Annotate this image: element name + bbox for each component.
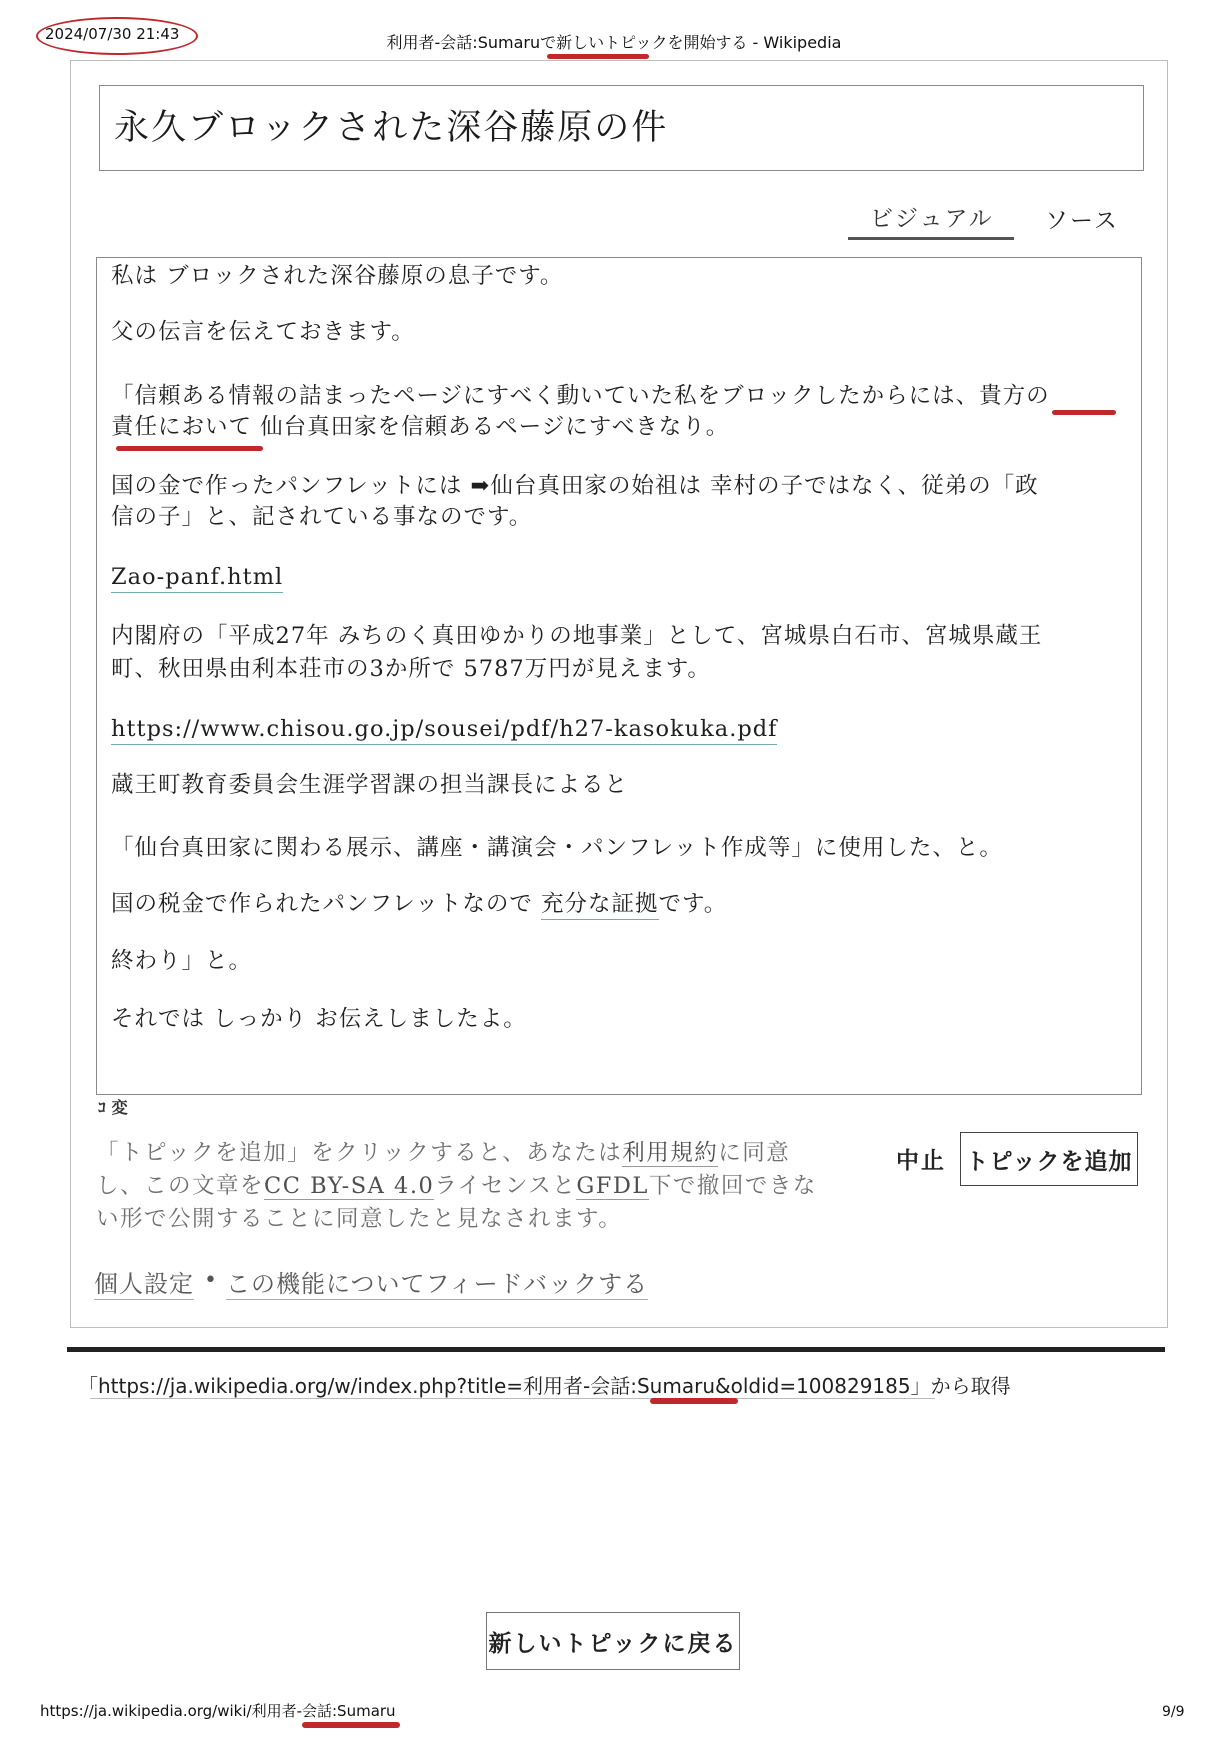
feedback-link[interactable]: この機能についてフィードバックする: [226, 1264, 648, 1300]
terms-text: し、この文章を: [96, 1173, 265, 1199]
pamphlet-link[interactable]: [111, 561, 283, 594]
print-page-count: 9/9: [1162, 1704, 1185, 1720]
print-footer-url: https://ja.wikipedia.org/wiki/利用者-会話:Sumaru: [40, 1702, 396, 1720]
cancel-button[interactable]: 中止: [896, 1147, 946, 1174]
tab-visual[interactable]: ビジュアル: [870, 206, 994, 232]
print-datetime: 2024/07/30 21:43: [45, 25, 180, 43]
content-separator: [67, 1347, 1165, 1352]
body-paragraph: 責任において 仙台真田家を信頼あるページにすべきなり。: [111, 414, 730, 440]
annotation-underline: [302, 1722, 400, 1728]
active-tab-indicator: [848, 237, 1014, 240]
body-paragraph: [111, 888, 727, 921]
print-page-title: 利用者-会話:Sumaruで新しいトピックを開始する - Wikipedia: [386, 33, 842, 52]
footer-separator: •: [204, 1268, 217, 1293]
tab-source[interactable]: ソース: [1045, 208, 1119, 234]
terms-line: [96, 1170, 817, 1203]
body-text: です。: [658, 891, 728, 917]
gfdl-link[interactable]: GFDL: [576, 1173, 649, 1199]
body-paragraph: 私は ブロックされた深谷藤原の息子です。: [111, 263, 564, 289]
title-annotation-underline: [547, 54, 649, 59]
body-paragraph: 内閣府の「平成27年 みちのく真田ゆかりの地事業」として、宮城県白石市、宮城県蔵王: [111, 623, 1043, 649]
terms-text: 「トピックを追加」をクリックすると、あなたは: [96, 1140, 623, 1166]
terms-line: [96, 1137, 790, 1170]
pdf-link[interactable]: [111, 713, 777, 746]
terms-text: ライセンスと: [434, 1173, 577, 1199]
body-paragraph: 町、秋田県由利本荘市の3か所で 5787万円が見えます。: [111, 656, 711, 682]
annotation-underline: [116, 446, 263, 451]
body-text: 国の税金で作られたパンフレットなので: [111, 891, 542, 917]
evidence-link[interactable]: 充分な証拠: [541, 891, 659, 920]
preferences-link[interactable]: 個人設定: [94, 1264, 194, 1300]
body-paragraph: 父の伝言を伝えておきます。: [111, 319, 415, 345]
body-paragraph: 終わり」と。: [111, 948, 253, 974]
back-to-new-topic-button[interactable]: 新しいトピックに戻る: [486, 1612, 740, 1670]
body-paragraph: 蔵王町教育委員会生涯学習課の担当課長によると: [111, 772, 629, 798]
retrieved-from-notice[interactable]: 「https://ja.wikipedia.org/w/index.php?title=利用者-会話:Sumaru&oldid=100829185」から取得: [78, 1374, 1011, 1398]
annotation-underline: [650, 1398, 738, 1404]
terms-text: に同意: [718, 1140, 791, 1166]
topic-title-text: 永久ブロックされた深谷藤原の件: [114, 108, 669, 148]
add-topic-button[interactable]: トピックを追加: [960, 1132, 1138, 1186]
summary-label: ｺ 変: [98, 1098, 128, 1117]
body-paragraph: それでは しっかり お伝えしましたよ。: [111, 1006, 527, 1032]
body-paragraph: 信の子」と、記されている事なのです。: [111, 504, 533, 530]
body-paragraph: 「仙台真田家に関わる展示、講座・講演会・パンフレット作成等」に使用した、と。: [111, 835, 1003, 861]
retrieved-link-underline: [90, 1398, 935, 1399]
body-paragraph: 国の金で作ったパンフレットには ➡仙台真田家の始祖は 幸村の子ではなく、従弟の「政: [111, 473, 1039, 499]
annotation-underline: [1052, 410, 1116, 415]
body-paragraph: 「信頼ある情報の詰まったページにすべく動いていた私をブロックしたからには、貴方の: [111, 383, 1050, 409]
terms-line: い形で公開することに同意したと見なされます。: [96, 1206, 623, 1232]
pdf-link-text[interactable]: https://www.chisou.go.jp/sousei/pdf/h27-kasokuka.pdf: [111, 716, 777, 745]
cc-by-sa-link[interactable]: CC BY-SA 4.0: [264, 1173, 435, 1199]
pamphlet-link-text[interactable]: Zao-panf.html: [111, 564, 283, 593]
terms-of-use-link[interactable]: 利用規約: [622, 1140, 719, 1166]
terms-text: 下で撤回できな: [648, 1173, 817, 1199]
